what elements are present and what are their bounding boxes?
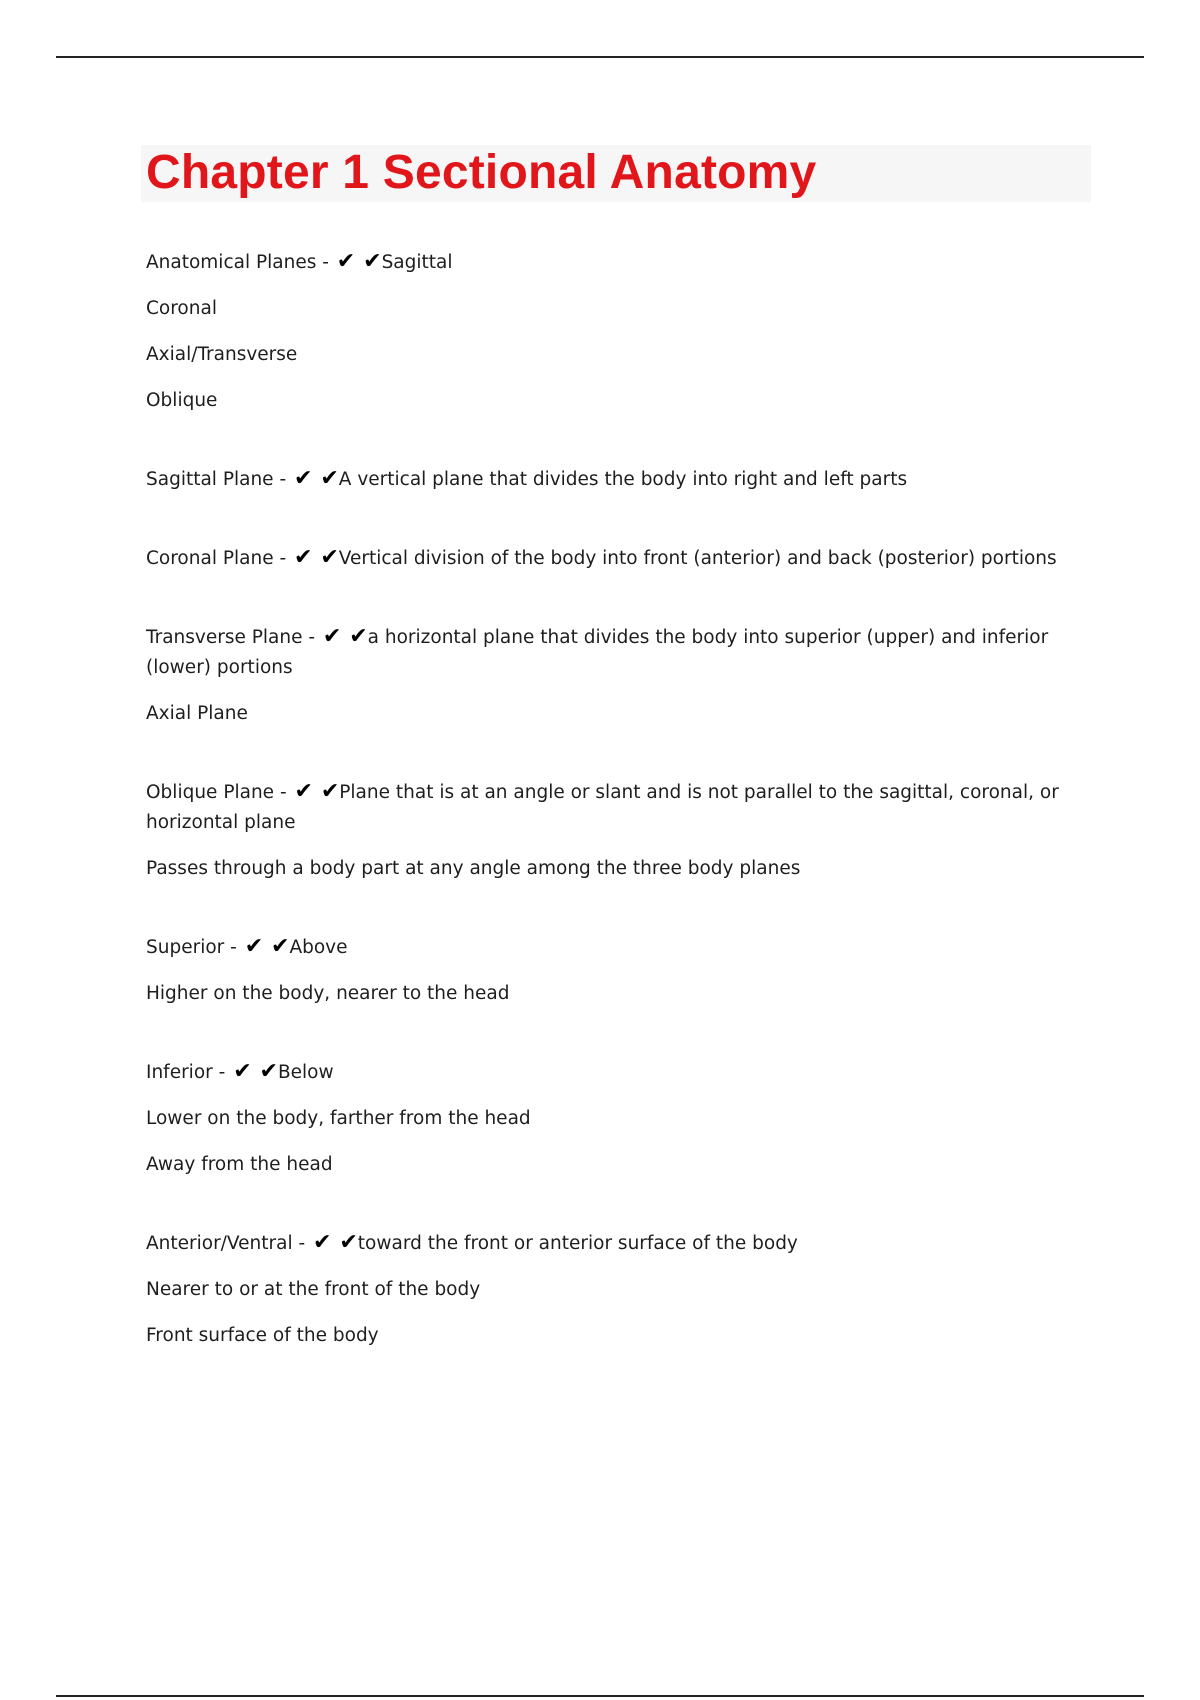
entry — [146, 1057, 1066, 1180]
check-icon: ✔ — [294, 545, 313, 570]
entry-term: Coronal Plane — [146, 548, 274, 569]
entry-term: Superior — [146, 937, 225, 958]
entry-term: Sagittal Plane — [146, 469, 274, 490]
check-icon: ✔ — [349, 624, 368, 649]
entry-extra-line: Away from the head — [146, 1154, 333, 1175]
check-icon: ✔ — [233, 1059, 252, 1084]
flashcard-list — [146, 247, 1066, 1351]
check-icon: ✔ — [294, 466, 313, 491]
entry-term: Anatomical Planes — [146, 252, 317, 273]
entry-extra-line: Front surface of the body — [146, 1325, 379, 1346]
check-icon: ✔ — [259, 1059, 278, 1084]
entry-definition: A vertical plane that divides the body into right and left parts — [338, 469, 908, 490]
check-icon: ✔ — [339, 1230, 358, 1255]
entry-question: Superior - ✔ ✔Above — [146, 932, 1066, 963]
entry — [146, 777, 1066, 884]
bottom-rule — [56, 1695, 1144, 1697]
entry — [146, 543, 1066, 574]
entry-question: Oblique Plane - ✔ ✔Plane that is at an angle or slant and is not parallel to the sagittal, coronal, or horizontal plane — [146, 779, 1059, 833]
entry-definition: Plane that is at an angle or slant and is not parallel to the sagittal, coronal, or horizontal plane — [146, 782, 1059, 833]
entry-question: Anatomical Planes - ✔ ✔Sagittal — [146, 247, 1066, 278]
entry-term: Inferior — [146, 1062, 213, 1083]
entry-extra-line: Nearer to or at the front of the body — [146, 1279, 481, 1300]
entry-definition: Vertical division of the body into front (anterior) and back (posterior) portions — [338, 548, 1057, 569]
check-icon: ✔ — [320, 466, 339, 491]
check-icon: ✔ — [271, 934, 290, 959]
entry-extra-line: Axial/Transverse — [146, 344, 298, 365]
entry-question: Coronal Plane - ✔ ✔Vertical division of the body into front (anterior) and back (posterior) portions — [146, 543, 1066, 574]
entry-definition: toward the front or anterior surface of the body — [357, 1233, 798, 1254]
entry — [146, 247, 1066, 416]
entry-term: Transverse Plane — [146, 627, 303, 648]
check-icon: ✔ — [320, 779, 340, 804]
check-icon: ✔ — [313, 1230, 332, 1255]
entry-question: Transverse Plane - ✔ ✔a horizontal plane that divides the body into superior (upper) and inferior (lower) portions — [146, 624, 1049, 678]
check-icon: ✔ — [244, 934, 264, 959]
page-title: Chapter 1 Sectional Anatomy — [146, 146, 817, 199]
entry-definition: Above — [289, 937, 348, 958]
entry-extra-line: Oblique — [146, 390, 218, 411]
entry — [146, 1228, 1066, 1351]
check-icon: ✔ — [363, 249, 382, 274]
entry-term: Anterior/Ventral — [146, 1233, 293, 1254]
entry-definition: a horizontal plane that divides the body into superior (upper) and inferior (lower) portions — [146, 627, 1049, 678]
check-icon: ✔ — [336, 249, 356, 274]
entry-question: Inferior - ✔ ✔Below — [146, 1057, 1066, 1088]
entry-extra-line: Coronal — [146, 298, 217, 319]
entry-definition: Sagittal — [381, 252, 453, 273]
entry-extra-line: Passes through a body part at any angle among the three body planes — [146, 858, 801, 879]
entry — [146, 464, 1066, 495]
entry-definition: Below — [277, 1062, 334, 1083]
entry-question: Anterior/Ventral - ✔ ✔toward the front or anterior surface of the body — [146, 1228, 1066, 1259]
check-icon: ✔ — [294, 779, 313, 804]
entry-question: Sagittal Plane - ✔ ✔A vertical plane that divides the body into right and left parts — [146, 464, 1066, 495]
check-icon: ✔ — [320, 545, 339, 570]
entry-extra-line: Higher on the body, nearer to the head — [146, 983, 510, 1004]
entry — [146, 932, 1066, 1009]
entry — [146, 622, 1066, 729]
entry-extra-line: Axial Plane — [146, 703, 248, 724]
entry-term: Oblique Plane — [146, 782, 275, 803]
top-rule — [56, 56, 1144, 58]
check-icon: ✔ — [322, 624, 342, 649]
entry-extra-line: Lower on the body, farther from the head — [146, 1108, 531, 1129]
